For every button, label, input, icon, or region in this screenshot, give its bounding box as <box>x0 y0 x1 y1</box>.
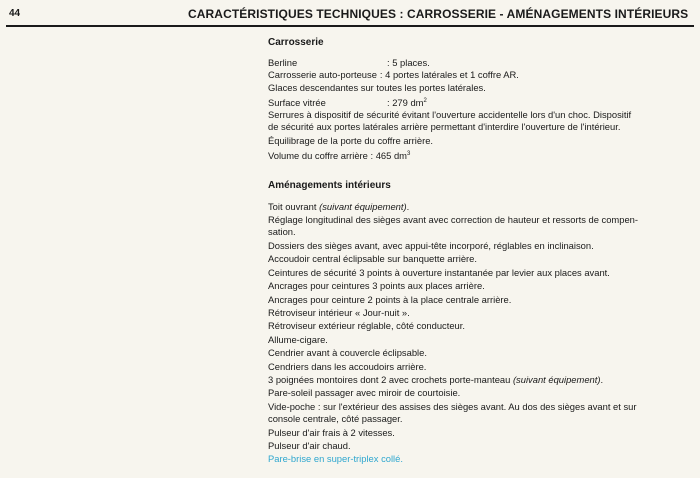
section-title-amenagements: Aménagements intérieurs <box>268 180 391 191</box>
feature-note-italic: (suivant équipement) <box>319 201 407 212</box>
feature-line-pulseur-chaud: Pulseur d'air chaud. <box>268 440 351 451</box>
feature-line-retro-int: Rétroviseur intérieur « Jour-nuit ». <box>268 307 410 318</box>
feature-line-dossiers: Dossiers des sièges avant, avec appui-tête incorporé, réglables en inclinaison. <box>268 240 594 251</box>
feature-line-reglage-1: Réglage longitudinal des sièges avant avec correction de hauteur et ressorts de compen- <box>268 214 639 225</box>
spec-label: Surface vitrée <box>268 97 326 108</box>
feature-line-pulseur-frais: Pulseur d'air frais à 2 vitesses. <box>268 427 395 438</box>
feature-line-accoudoir: Accoudoir central éclipsable sur banquette arrière. <box>268 253 477 264</box>
feature-line-cendrier-avant: Cendrier avant à couvercle éclipsable. <box>268 347 427 358</box>
feature-line-cendriers: Cendriers dans les accoudoirs arrière. <box>268 361 427 372</box>
spec-line-surface <box>268 97 427 109</box>
feature-punct: . <box>406 201 410 212</box>
spec-value: : 4 portes latérales et 1 coffre AR. <box>379 69 519 80</box>
feature-line-vide-poche-1: Vide-poche : sur l'extérieur des assises des sièges avant. Au dos des sièges avant et sur <box>268 401 637 412</box>
spec-label: Carrosserie auto-porteuse <box>268 69 377 80</box>
feature-line-ancrages-2: Ancrages pour ceinture 2 points à la place centrale arrière. <box>268 294 512 305</box>
spec-label: Berline <box>268 57 298 68</box>
spec-value: : 5 places. <box>387 57 430 68</box>
feature-line-allume: Allume-cigare. <box>268 334 328 345</box>
spec-line-autoporteuse <box>268 69 519 81</box>
feature-line-vide-poche-2: console centrale, côté passager. <box>268 413 403 424</box>
feature-punct: . <box>600 374 604 385</box>
feature-line-ancrages-3: Ancrages pour ceintures 3 points aux places arrière. <box>268 280 485 291</box>
feature-line-pare-brise: Pare-brise en super-triplex collé. <box>268 453 403 464</box>
feature-line-reglage-2: sation. <box>268 226 296 237</box>
spec-line-equilibrage: Équilibrage de la porte du coffre arrière. <box>268 135 434 146</box>
spec-line-berline <box>268 57 430 69</box>
spec-value: Volume du coffre arrière : 465 dm <box>268 150 407 161</box>
feature-line-ceintures: Ceintures de sécurité 3 points à ouverture instantanée par levier aux places avant. <box>268 267 610 278</box>
spec-line-serrures-2: de sécurité aux portes latérales arrière permettant d'interdire l'ouverture de l'intérieur. <box>268 121 621 132</box>
unit-exponent: 2 <box>423 97 427 104</box>
section-title-carrosserie: Carrosserie <box>268 37 324 48</box>
feature-note-italic: (suivant équipement) <box>512 374 601 385</box>
spec-line-volume <box>268 150 410 162</box>
running-header: CARACTÉRISTIQUES TECHNIQUES : CARROSSERIE - AMÉNAGEMENTS INTÉRIEURS <box>188 7 689 21</box>
feature-line-poignees <box>268 374 603 386</box>
feature-line-toit <box>268 201 409 213</box>
feature-text: Toit ouvrant <box>268 201 320 212</box>
header-rule <box>6 25 694 27</box>
page-number: 44 <box>9 8 21 19</box>
feature-line-retro-ext: Rétroviseur extérieur réglable, côté conducteur. <box>268 320 465 331</box>
spec-value: : 279 dm <box>387 97 424 108</box>
spec-line-glaces: Glaces descendantes sur toutes les portes latérales. <box>268 82 486 93</box>
spec-line-serrures-1: Serrures à dispositif de sécurité évitant l'ouverture accidentelle lors d'un choc. Dispositif <box>268 109 632 120</box>
unit-exponent: 3 <box>406 150 411 157</box>
feature-line-pare-soleil: Pare-soleil passager avec miroir de courtoisie. <box>268 387 461 398</box>
feature-text: 3 poignées montoires dont 2 avec crochets porte-manteau <box>268 374 513 385</box>
